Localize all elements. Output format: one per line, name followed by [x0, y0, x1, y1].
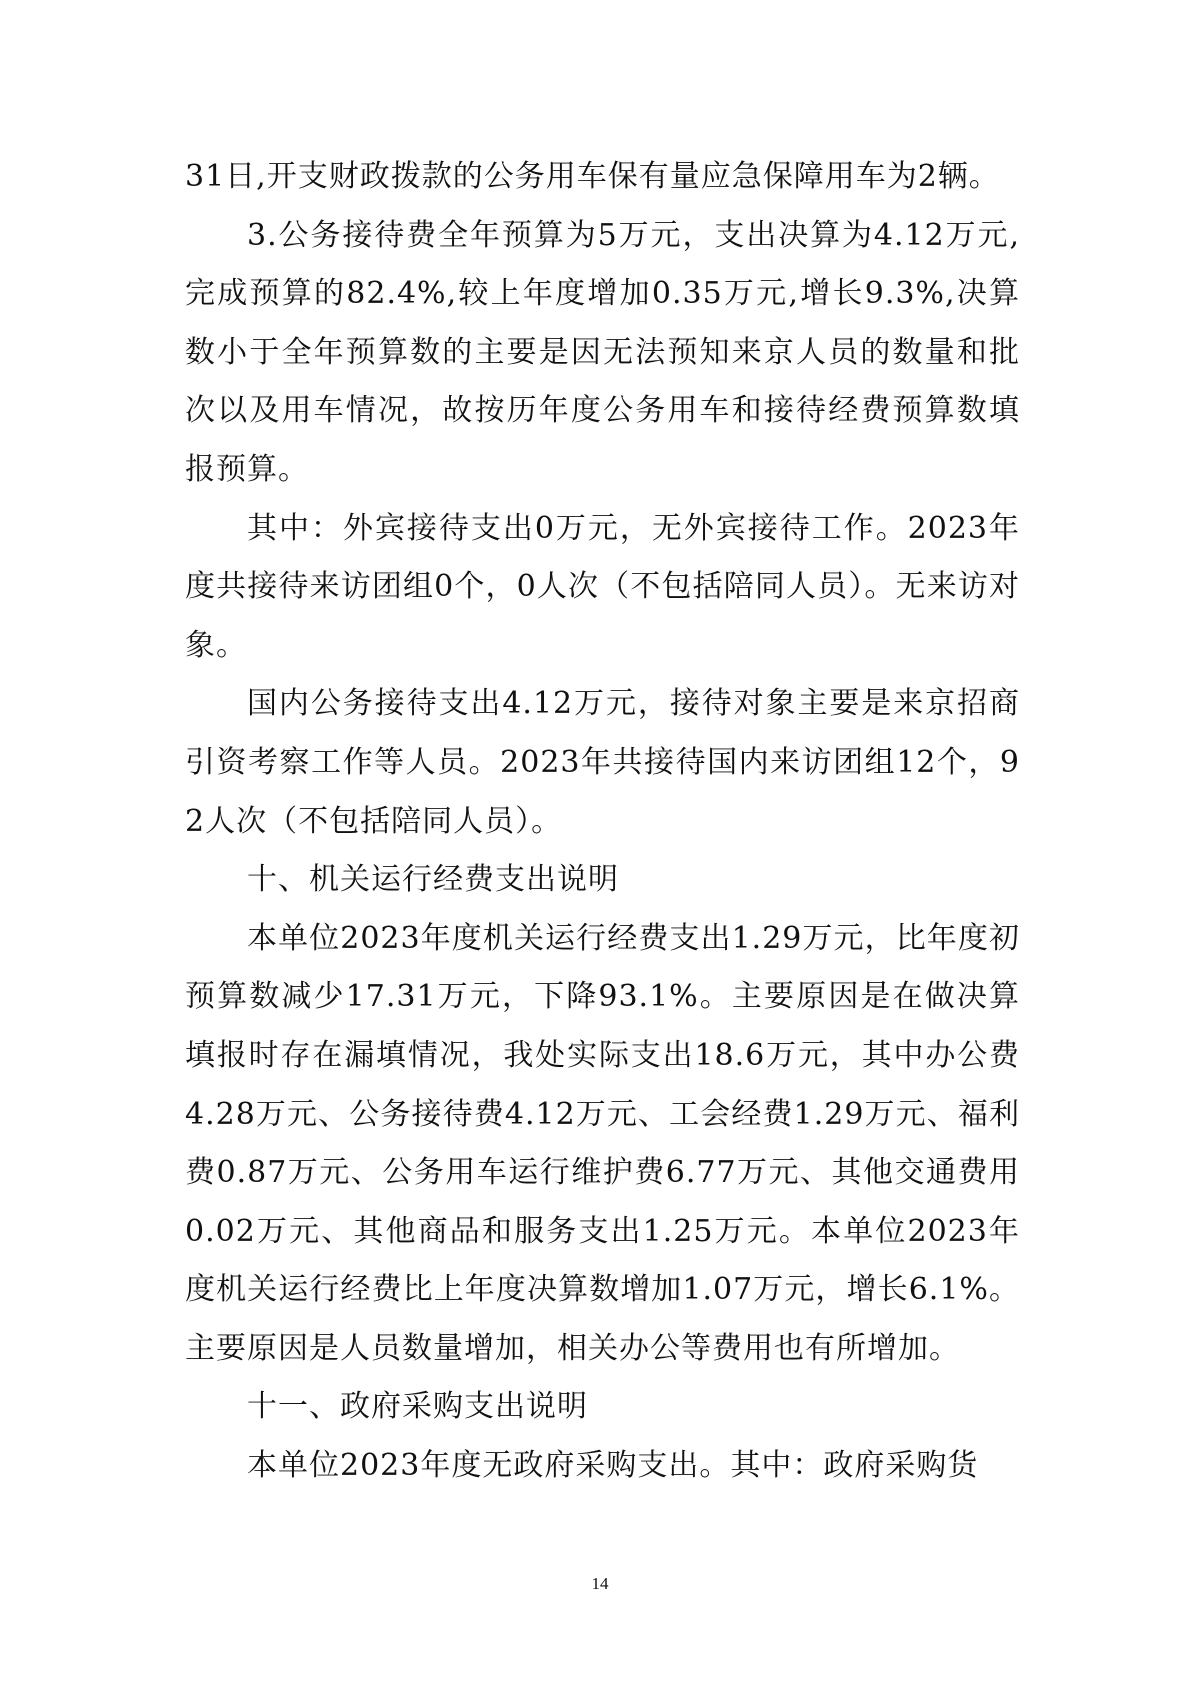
page-number: 14: [591, 1574, 609, 1593]
paragraph-reception-budget: 3.公务接待费全年预算为5万元，支出决算为4.12万元,完成预算的82.4%,较上年度增加0.35万元,增长9.3%,决算数小于全年预算数的主要是因无法预知来京人员的数量和批次以及用车情况，故按历年度公务用车和接待经费预算数填报预算。: [185, 217, 1020, 487]
paragraph-operating-expenses: 本单位2023年度机关运行经费支出1.29万元，比年度初预算数减少17.31万元，下降93.1%。主要原因是在做决算填报时存在漏填情况，我处实际支出18.6万元，其中办公费4.28万元、公务接待费4.12万元、工会经费1.29万元、福利费0.87万元、公务用车运行维护费6.77万元、其他交通费用0.02万元、其他商品和服务支出1.25万元。本单位2023年度机关运行经费比上年度决算数增加1.07万元，增长6.1%。主要原因是人员数量增加，相关办公等费用也有所增加。: [185, 920, 1020, 1366]
section-heading-operating-expenses: 十、机关运行经费支出说明: [247, 862, 619, 898]
section-heading-government-procurement: 十一、政府采购支出说明: [247, 1389, 588, 1425]
paragraph-vehicle-count: 31日,开支财政拨款的公务用车保有量应急保障用车为2辆。: [185, 159, 1000, 194]
paragraph-domestic-reception: 国内公务接待支出4.12万元，接待对象主要是来京招商引资考察工作等人员。2023年共接待国内来访团组12个，92人次（不包括陪同人员）。: [185, 686, 1020, 839]
paragraph-foreign-reception: 其中：外宾接待支出0万元，无外宾接待工作。2023年度共接待来访团组0个，0人次（不包括陪同人员）。无来访对象。: [185, 510, 1020, 663]
paragraph-government-procurement: 本单位2023年度无政府采购支出。其中：政府采购货: [247, 1448, 979, 1484]
document-body: [185, 148, 1020, 1496]
